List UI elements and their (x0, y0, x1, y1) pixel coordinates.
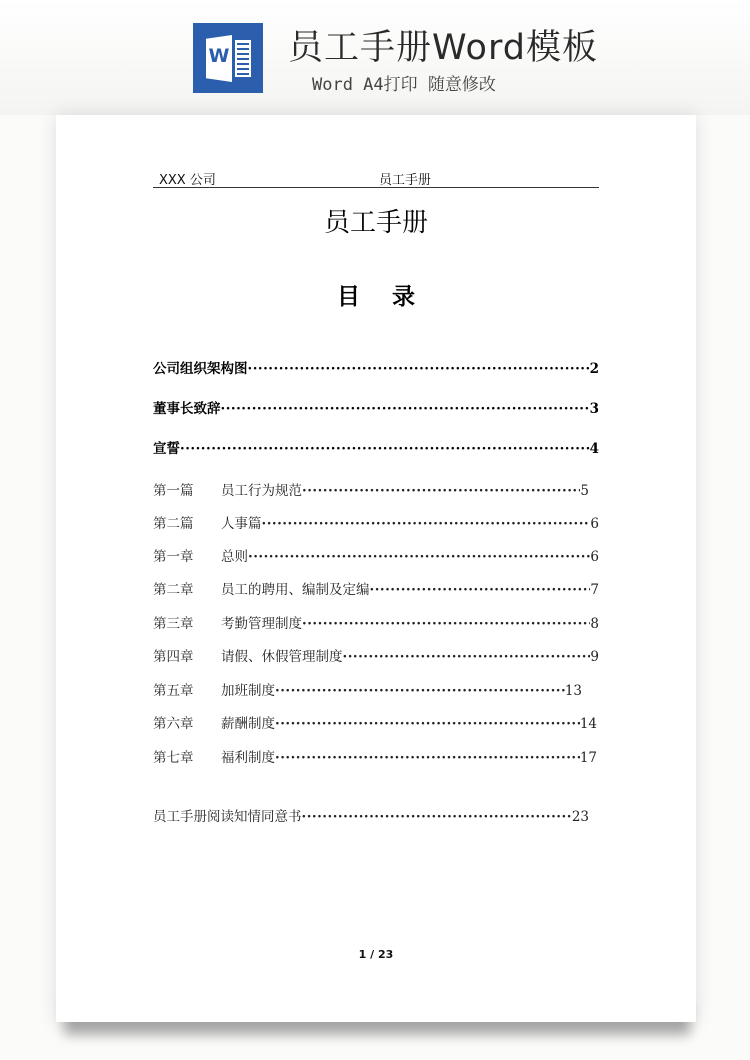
header-company: XXX 公司 (159, 173, 216, 188)
toc-entry-label: 考勤管理制度 (221, 616, 302, 632)
toc-entry-page: 13 (564, 683, 582, 699)
toc-leader-dots (248, 549, 590, 565)
page-number: 1 / 23 (358, 948, 394, 961)
toc-entry[interactable] (153, 397, 599, 417)
toc-heading: 目 录 (336, 283, 427, 310)
toc-entry[interactable] (153, 645, 599, 665)
word-icon (193, 23, 263, 93)
toc-entry-label: 加班制度 (221, 683, 275, 699)
toc-entry-page: 23 (571, 809, 589, 825)
toc-entry-prefix: 第二章 (153, 582, 194, 598)
template-banner (0, 0, 750, 115)
banner-subtitle: Word A4打印 随意修改 (312, 75, 496, 95)
toc-leader-dots (302, 616, 590, 632)
word-icon-letter: W (208, 45, 230, 67)
toc-entry-prefix: 第五章 (153, 683, 194, 699)
toc-entry-page: 7 (590, 582, 599, 598)
toc-entry-label: 人事篇 (221, 516, 262, 532)
toc-entry-page: 6 (590, 549, 599, 565)
toc-leader-dots (370, 582, 591, 598)
toc-entry[interactable] (153, 479, 589, 499)
document-title: 员工手册 (323, 208, 428, 238)
toc-entry[interactable] (153, 357, 599, 377)
toc-entry-page: 8 (590, 616, 599, 632)
toc-entry-label: 员工的聘用、编制及定编 (221, 582, 370, 598)
toc-leader-dots (221, 401, 590, 417)
toc-entry-page: 2 (589, 361, 599, 377)
toc-entry-label: 公司组织架构图 (153, 361, 248, 377)
toc-entry-prefix: 第二篇 (153, 516, 194, 532)
toc-entry-page: 4 (589, 441, 599, 457)
toc-entry-label: 宣誓 (153, 441, 180, 457)
word-icon-lines (235, 40, 251, 77)
toc-leader-dots (275, 716, 580, 732)
toc-leader-dots (180, 441, 590, 457)
toc-entry-page: 9 (590, 649, 599, 665)
toc-entry[interactable] (153, 578, 599, 598)
toc-entry-label: 薪酬制度 (221, 716, 275, 732)
toc-entry-prefix: 第七章 (153, 750, 194, 766)
toc-entry-label: 员工手册阅读知情同意书 (153, 809, 302, 825)
toc-entry-label: 请假、休假管理制度 (221, 649, 343, 665)
toc-entry[interactable] (153, 545, 599, 565)
toc-entry-page: 6 (590, 516, 599, 532)
header-doc-name: 员工手册 (379, 173, 432, 188)
toc-leader-dots (275, 683, 565, 699)
toc-leader-dots (343, 649, 591, 665)
toc-entry-page: 5 (580, 483, 589, 499)
toc-entry-label: 员工行为规范 (221, 483, 302, 499)
toc-entry[interactable] (153, 805, 589, 825)
toc-leader-dots (302, 809, 572, 825)
toc-entry[interactable] (153, 512, 599, 532)
page-header (153, 168, 599, 188)
toc-entry[interactable] (153, 612, 599, 632)
toc-entry[interactable] (153, 746, 597, 766)
toc-entry-prefix: 第四章 (153, 649, 194, 665)
toc-entry-prefix: 第一章 (153, 549, 194, 565)
toc-entry-page: 14 (579, 716, 597, 732)
toc-entry[interactable] (153, 437, 599, 457)
document-page (56, 115, 696, 1022)
toc-entry-page: 3 (589, 401, 599, 417)
toc-entry-prefix: 第六章 (153, 716, 194, 732)
toc-entry-label: 董事长致辞 (153, 401, 221, 417)
toc-entry[interactable] (153, 679, 582, 699)
toc-leader-dots (275, 750, 580, 766)
toc-entry-prefix: 第一篇 (153, 483, 194, 499)
toc-entry[interactable] (153, 712, 597, 732)
toc-entry-label: 总则 (221, 549, 248, 565)
toc-leader-dots (248, 361, 590, 377)
banner-title: 员工手册Word模板 (288, 28, 598, 68)
toc-entry-label: 福利制度 (221, 750, 275, 766)
toc-leader-dots (262, 516, 591, 532)
toc-entry-page: 17 (579, 750, 597, 766)
toc-leader-dots (302, 483, 580, 499)
toc-entry-prefix: 第三章 (153, 616, 194, 632)
